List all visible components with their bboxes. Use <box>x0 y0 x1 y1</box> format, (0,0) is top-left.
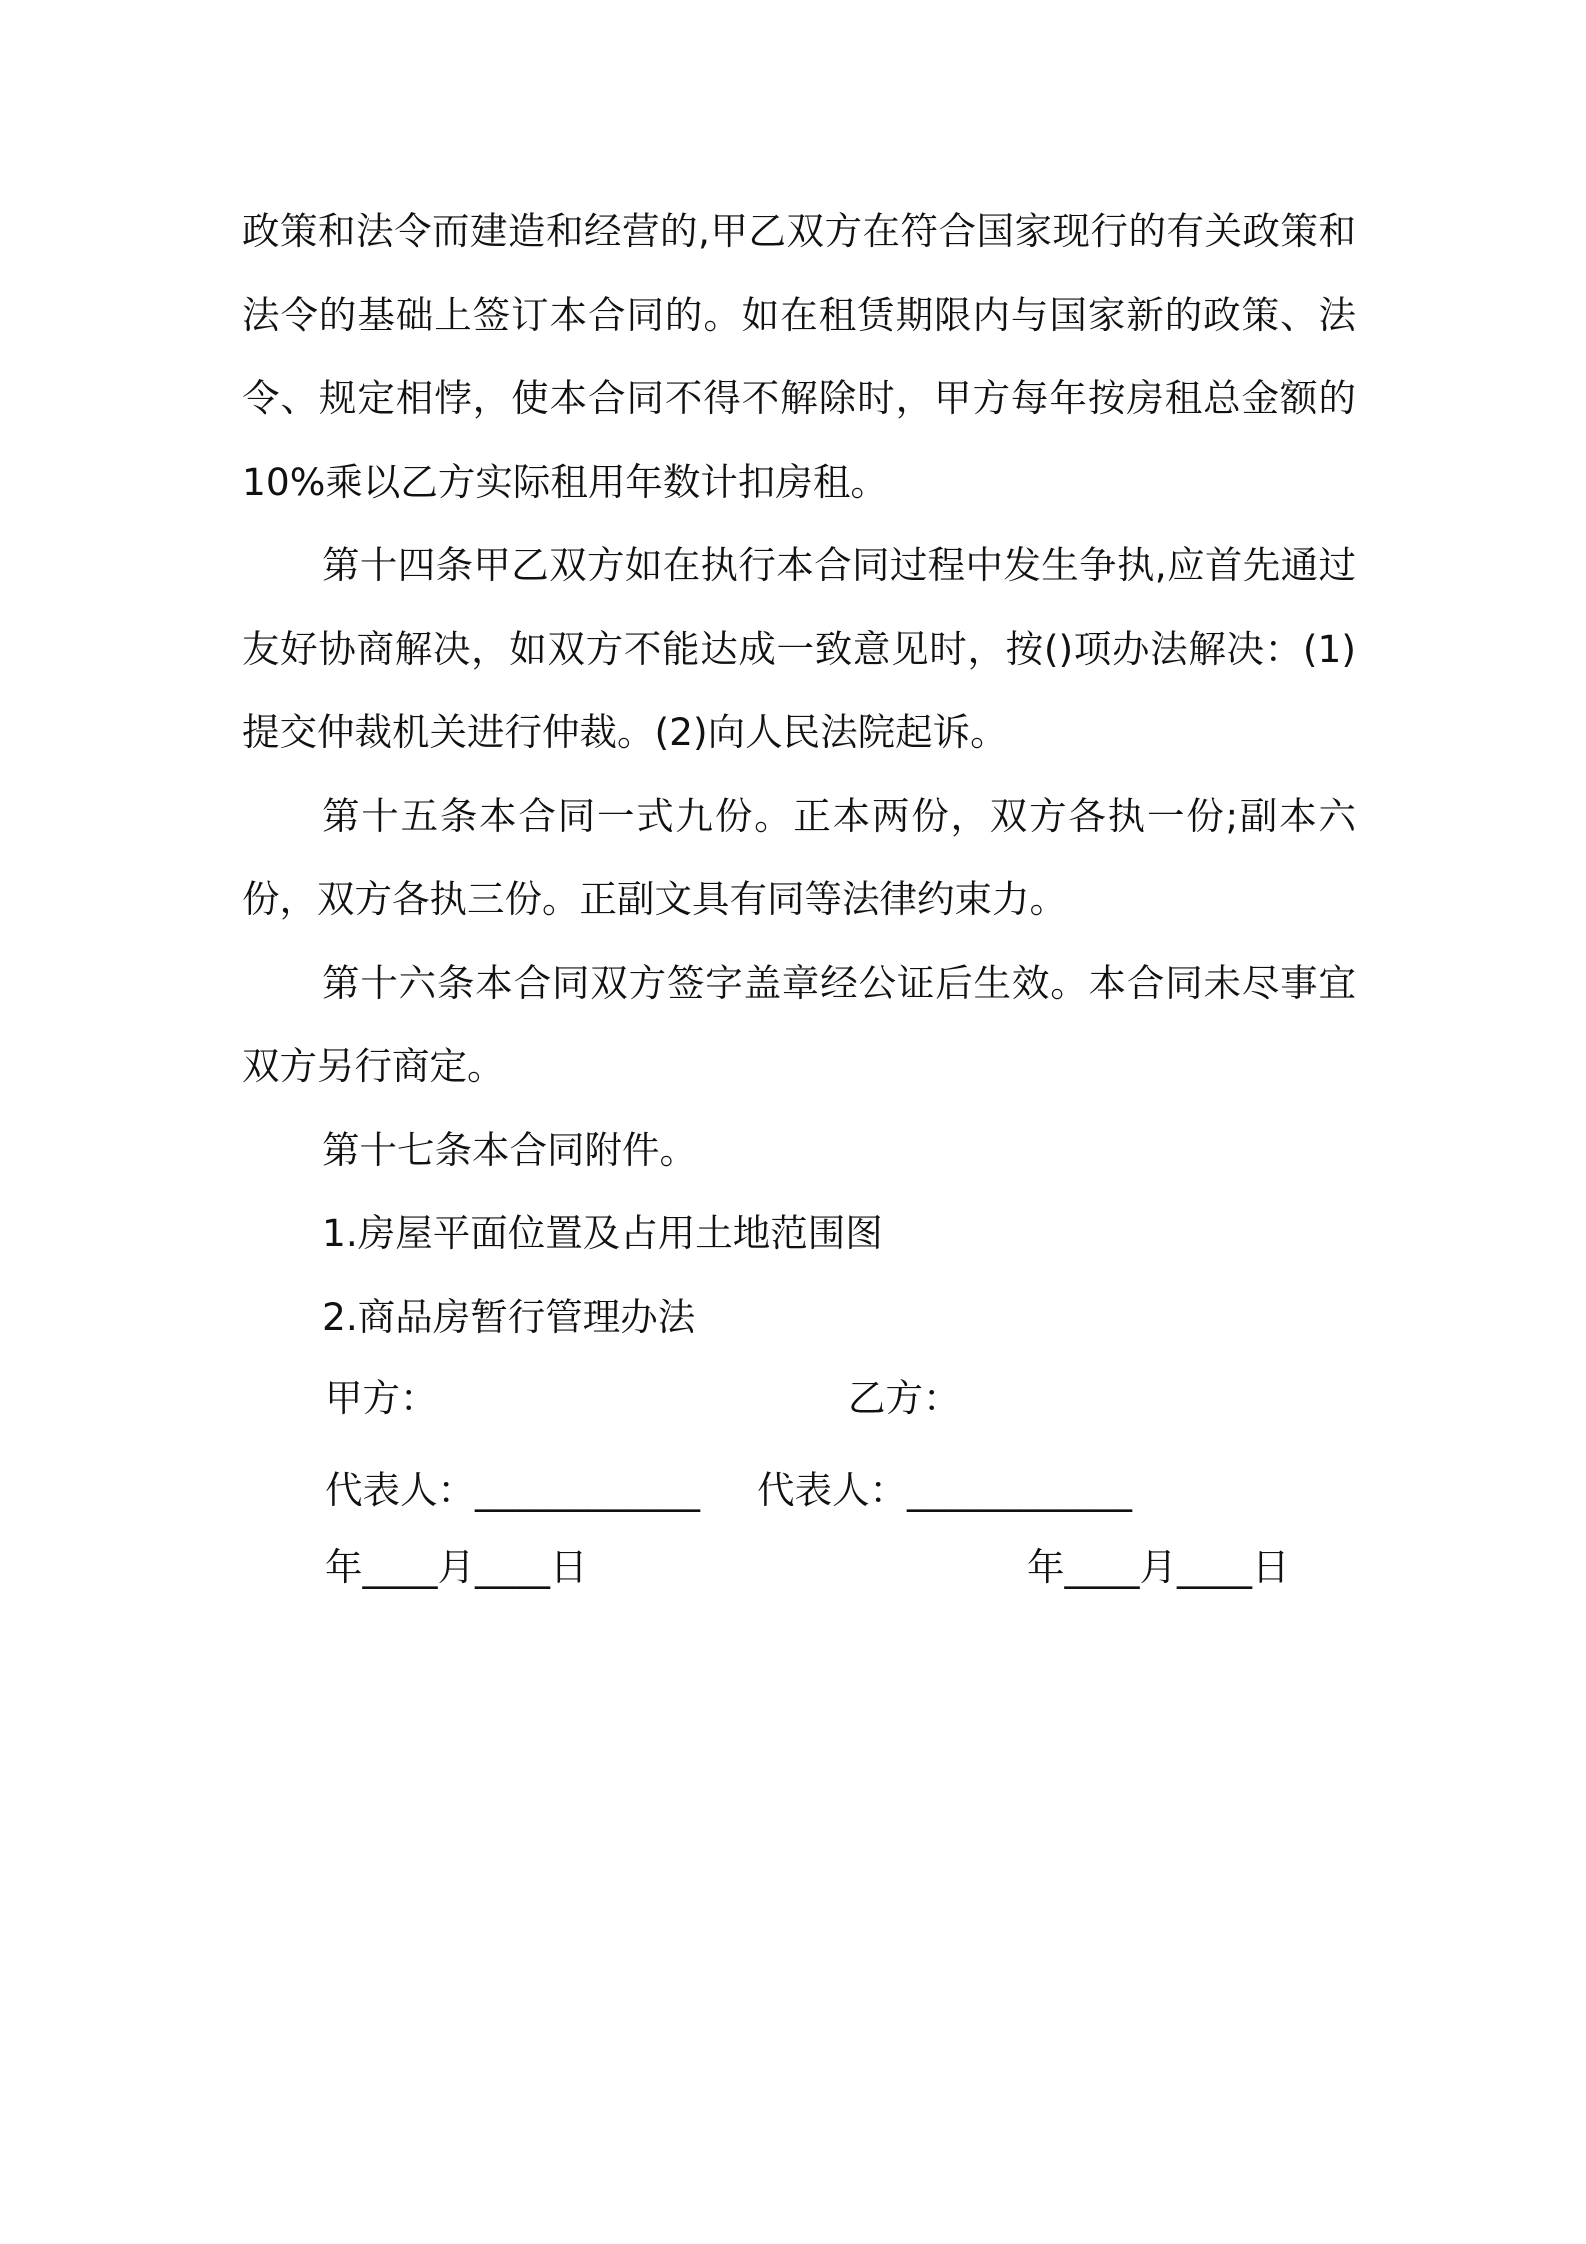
party-a-representative: 代表人：____________ <box>325 1468 700 1512</box>
attachment-2: 2.商品房暂行管理办法 <box>322 1294 696 1339</box>
party-a-label: 甲方： <box>325 1376 438 1420</box>
clause-13-continuation: 政策和法令而建造和经营的,甲乙双方在符合国家现行的有关政策和法令的基础上签订本合同的。如在租赁期限内与国家新的政策、法令、规定相悖，使本合同不得不解除时，甲方每年按房租总金额的 10%乘以乙方实际租用年数计扣房租。 <box>242 209 1356 504</box>
party-b-date: 年____月____日 <box>1027 1545 1290 1589</box>
party-b-label: 乙方： <box>848 1376 961 1420</box>
party-b-representative: 代表人：____________ <box>757 1468 1132 1512</box>
clause-16: 第十六条本合同双方签字盖章经公证后生效。本合同未尽事宜双方另行商定。 <box>242 960 1356 1088</box>
contract-body <box>242 190 1356 1359</box>
party-a-date: 年____月____日 <box>325 1545 588 1589</box>
clause-14: 第十四条甲乙双方如在执行本合同过程中发生争执,应首先通过友好协商解决，如双方不能达成一致意见时，按()项办法解决：(1)提交仲裁机关进行仲裁。(2)向人民法院起诉。 <box>242 543 1356 754</box>
clause-15: 第十五条本合同一式九份。正本两份，双方各执一份;副本六份，双方各执三份。正副文具有同等法律约束力。 <box>242 793 1356 921</box>
attachment-1: 1.房屋平面位置及占用土地范围图 <box>322 1211 883 1255</box>
clause-17: 第十七条本合同附件。 <box>322 1127 697 1172</box>
